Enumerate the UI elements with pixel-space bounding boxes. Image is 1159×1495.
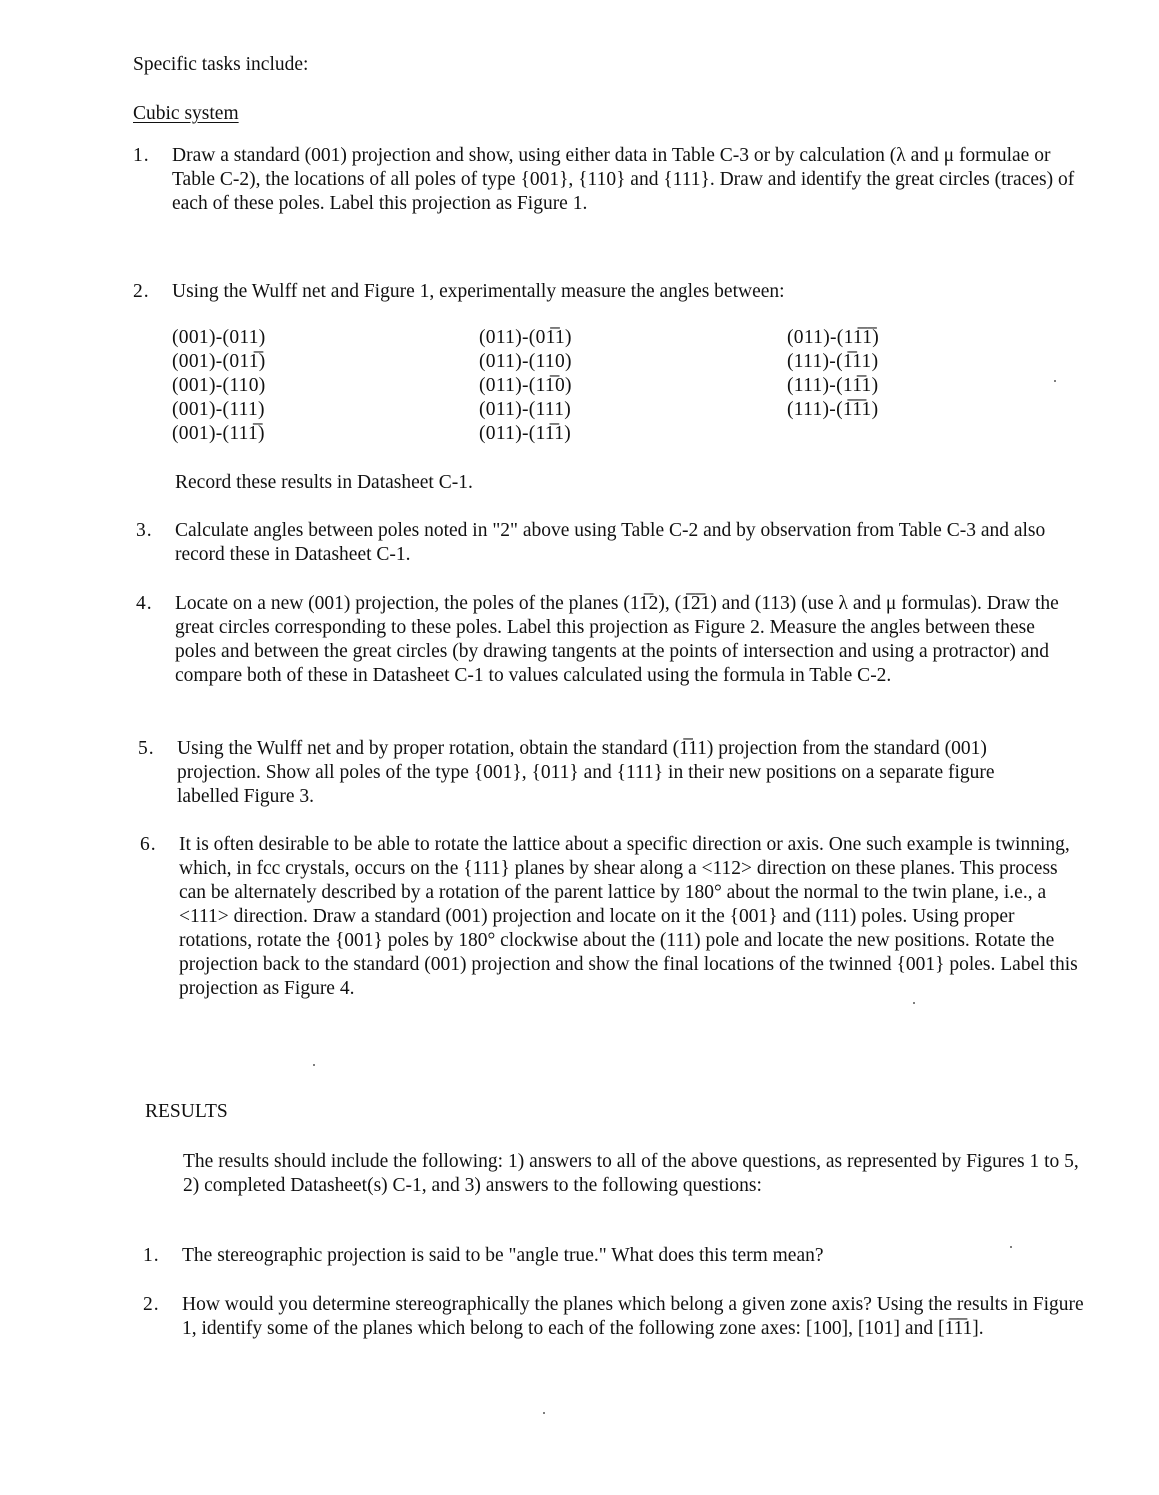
record-note: Record these results in Datasheet C-1. (175, 472, 473, 493)
task-number: 4. (136, 593, 153, 614)
angle-pair: (001)-(110) (172, 375, 266, 396)
task-text: It is often desirable to be able to rotate the lattice about a specific direction or axis. One such example is twinning, which, in fcc crystals, occurs on the {111} planes by shear along a <112> direction on these planes. This process can be alternately described by a rotation of the parent lattice by 180° about the normal to the twin plane, i.e., a <111> direction. Draw a standard (001) projection and locate on it the {001} and (111) poles. Using proper rotations, rotate the {001} poles by 180° clockwise about the (111) pole and locate the new positions. Rotate the projection back to the standard (001) projection and show the final locations of the twinned {001} poles. Label this projection as Figure 4. (179, 834, 1078, 999)
angle-pair: (001)-(111) (172, 399, 265, 420)
section-title-cubic-system: Cubic system (133, 103, 239, 124)
angle-pairs-column-3 (787, 326, 879, 422)
task-text: Using the Wulff net and Figure 1, experimentally measure the angles between: (172, 281, 785, 302)
task-item-3 (136, 519, 1056, 567)
task-number: 3. (136, 520, 153, 541)
task-number: 6. (140, 834, 157, 855)
angle-pair: (111)-(1̅1̅1) (787, 399, 879, 420)
angle-pairs-column-2 (479, 326, 572, 446)
scan-speck (1010, 1246, 1012, 1248)
task-item-6 (140, 833, 1085, 1001)
task-text: Draw a standard (001) projection and show, using either data in Table C-3 or by calculation (λ and μ formulae or Table C-2), the locations of all poles of type {001}, {110} and {111}. Draw and identify the great circles (traces) of each of these poles. Label this projection as Figure 1. (172, 145, 1075, 214)
scan-speck (1054, 380, 1056, 382)
angle-pair: (001)-(111̅) (172, 423, 265, 444)
intro-heading: Specific tasks include: (133, 54, 309, 75)
angle-pairs-list (172, 326, 1072, 446)
scan-speck (543, 1412, 545, 1414)
angle-pair: (011)-(110) (479, 351, 572, 372)
task-text: Calculate angles between poles noted in "2" above using Table C-2 and by observation from Table C-3 and also record these in Datasheet C-1. (175, 520, 1046, 565)
angle-pair: (011)-(11̅1) (479, 423, 572, 444)
angle-pair: (111)-(11̅1) (787, 375, 879, 396)
angle-pairs-column-1 (172, 326, 266, 446)
question-number: 2. (143, 1294, 160, 1315)
task-number: 2. (133, 281, 150, 302)
angle-pair: (011)-(01̅1) (479, 327, 572, 348)
task-item-2 (133, 280, 1083, 304)
results-question-1 (143, 1244, 1083, 1268)
task-item-1 (133, 144, 1081, 216)
scan-speck (913, 1002, 915, 1004)
results-heading: RESULTS (145, 1101, 228, 1122)
task-text: Using the Wulff net and by proper rotation, obtain the standard (1̅11) projection from the standard (001) projection. Show all poles of the type {001}, {011} and {111} in their new positions on a separate figure labelled Figure 3. (177, 738, 995, 807)
task-text: Locate on a new (001) projection, the poles of the planes (11̅2), (1̅2̅1) and (113) (use λ and μ formulas). Draw the great circles corresponding to these poles. Label this projection as Figure 2. Measure the angles between these poles and between the great circles (by drawing tangents at the points of intersection and using a protractor) and compare both of these in Datasheet C-1 to values calculated using the formula in Table C-2. (175, 593, 1059, 686)
question-number: 1. (143, 1245, 160, 1266)
scan-speck (313, 1064, 315, 1066)
angle-pair: (001)-(011̅) (172, 351, 266, 372)
angle-pair: (111)-(1̅11) (787, 351, 879, 372)
question-text: How would you determine stereographically the planes which belong a given zone axis? Using the results in Figure 1, identify some of the planes which belong to each of the following zone axes: [100], [101] and [1̅1̅1]. (182, 1294, 1084, 1339)
angle-pair: (001)-(011) (172, 327, 266, 348)
angle-pair: (011)-(111) (479, 399, 572, 420)
task-item-4 (136, 592, 1080, 688)
angle-pair: (011)-(11̅0) (479, 375, 572, 396)
task-number: 1. (133, 145, 150, 166)
task-number: 5. (138, 738, 155, 759)
results-intro: The results should include the following: 1) answers to all of the above questions, as represented by Figures 1 to 5, 2) completed Datasheet(s) C-1, and 3) answers to the following questions: (183, 1151, 1079, 1196)
task-item-5 (138, 737, 1038, 809)
angle-pair: (011)-(11̅1̅) (787, 327, 880, 348)
results-question-2 (143, 1293, 1088, 1341)
question-text: The stereographic projection is said to be "angle true." What does this term mean? (182, 1245, 824, 1266)
